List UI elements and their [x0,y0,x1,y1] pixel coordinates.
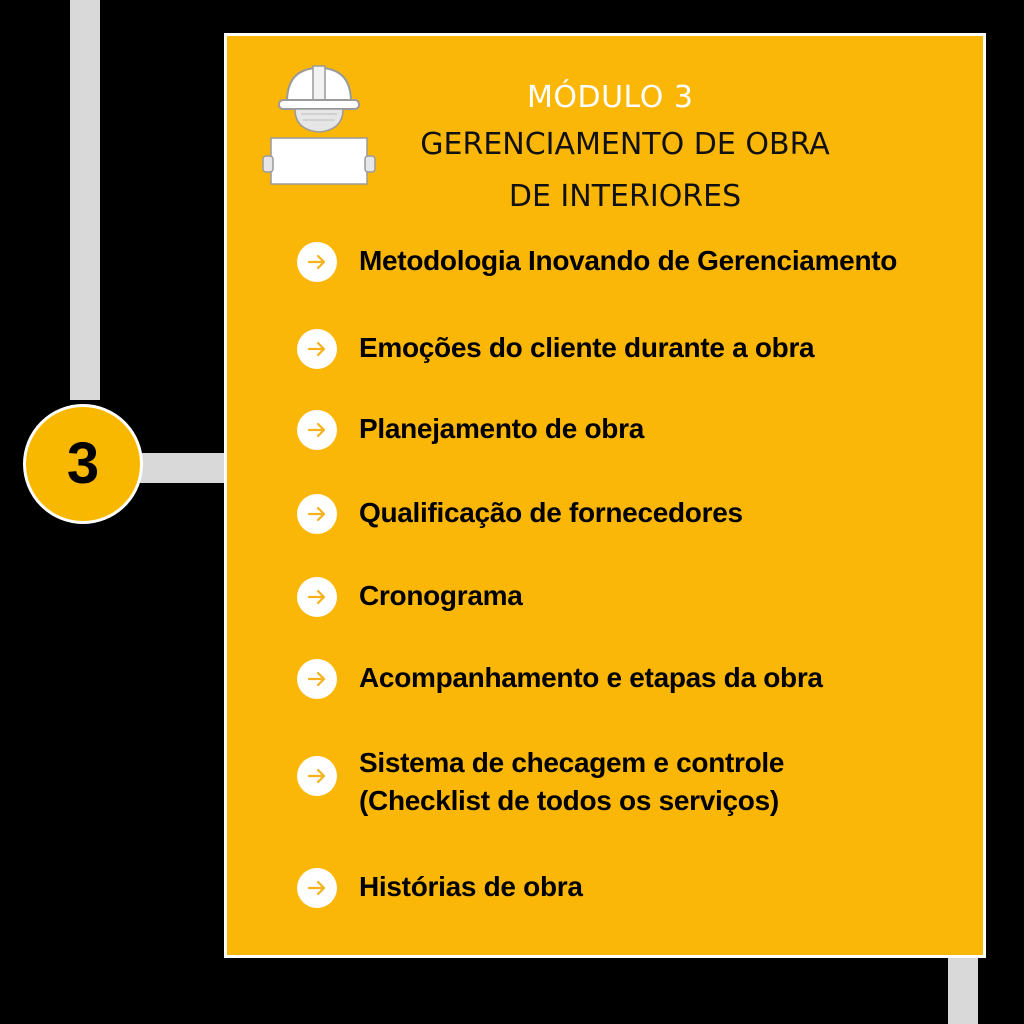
module-title: GERENCIAMENTO DE OBRA DE INTERIORES [420,127,830,214]
arrow-right-icon [297,410,337,450]
topic-label: Emoções do cliente durante a obra [359,332,815,363]
connector-line-bottom [948,955,978,1024]
arrow-right-icon [297,659,337,699]
topic-label: Histórias de obra [359,871,583,902]
connector-line-horizontal [140,453,228,483]
topic-label: Acompanhamento e etapas da obra [359,662,823,693]
topic-item [297,410,644,450]
step-number: 3 [66,431,100,496]
topic-label: Metodologia Inovando de Gerenciamento [359,245,898,276]
construction-worker-icon [259,58,379,188]
topic-item [297,577,522,617]
arrow-right-icon [297,329,337,369]
arrow-right-icon [297,868,337,908]
topic-label: Qualificação de fornecedores [359,497,743,528]
connector-line-top [70,0,100,400]
topic-item [297,329,814,369]
topic-item [297,744,784,820]
arrow-right-icon [297,577,337,617]
topic-item [297,659,823,699]
module-label: MÓDULO 3 [527,80,694,115]
arrow-right-icon [297,756,337,796]
topic-item [297,494,743,534]
topic-item [297,868,583,908]
step-badge [23,404,143,524]
topic-label: Sistema de checagem e controle (Checklist de todos os serviços) [359,747,785,816]
arrow-right-icon [297,242,337,282]
topic-item [297,242,897,282]
arrow-right-icon [297,494,337,534]
module-card [224,33,986,958]
topic-label: Cronograma [359,580,523,611]
topic-label: Planejamento de obra [359,413,644,444]
